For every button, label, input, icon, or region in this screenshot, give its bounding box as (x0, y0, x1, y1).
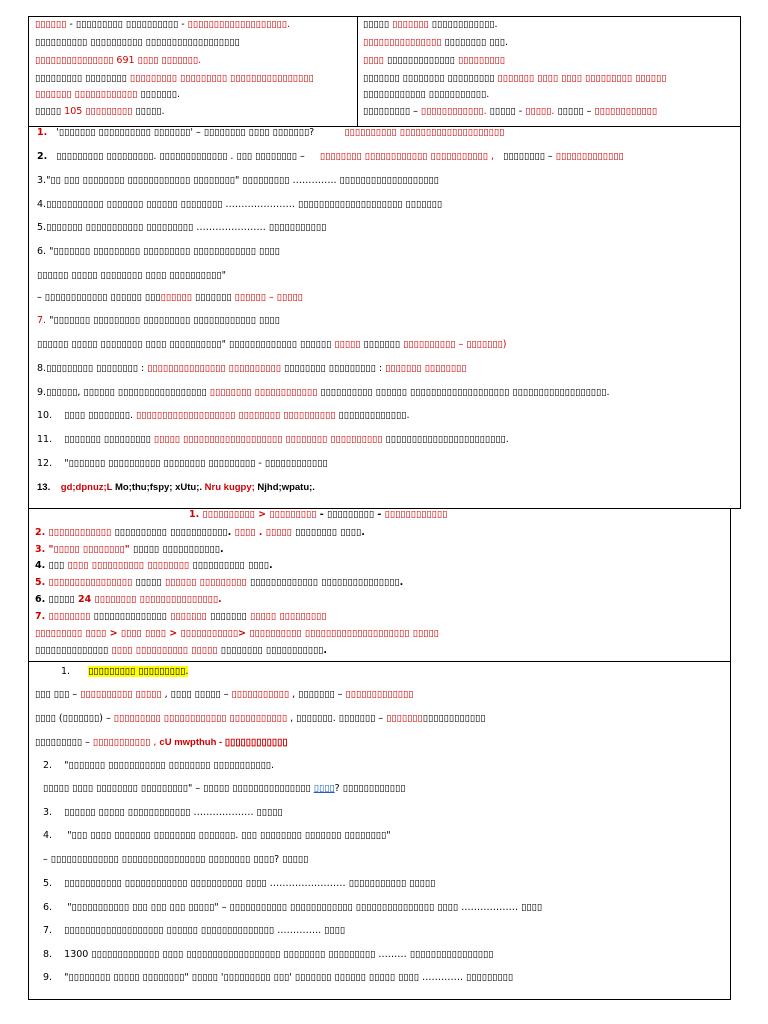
question-7-line-1: 7. "▯▯▯▯▯▯▯ ▯▯▯▯▯▯▯▯▯ ▯▯▯▯▯▯▯▯▯ ▯▯▯▯▯▯▯▯▯▯▯▯ ▯▯▯▯ (37, 315, 280, 326)
match-row-3: ▯▯▯▯▯▯▯▯▯ – ▯▯▯▯▯▯▯▯▯▯▯ , cU mwpthuh - ▯▯▯▯▯▯▯▯▯▯▯▯ (35, 737, 288, 748)
bottom-question-5: 5. ▯▯▯▯▯▯▯▯▯▯▯ ▯▯▯▯▯▯▯▯▯▯▯▯ ▯▯▯▯▯▯▯▯▯▯ ▯▯▯▯ …………………… ▯▯▯▯▯▯▯▯▯▯▯ ▯▯▯▯▯ (43, 878, 436, 889)
fact-4: 4. ▯▯▯ ▯▯▯▯ ▯▯▯▯▯▯▯▯▯▯ ▯▯▯▯▯▯▯▯ ▯▯▯▯▯▯▯▯▯▯ ▯▯▯▯. (35, 560, 273, 571)
question-1: 1. '▯▯▯▯▯▯▯ ▯▯▯▯▯▯▯▯▯▯ ▯▯▯▯▯▯▯' – ▯▯▯▯▯▯▯▯ ▯▯▯▯ ▯▯▯▯▯▯▯? ▯▯▯▯▯▯▯▯▯▯ ▯▯▯▯▯▯▯▯▯▯▯▯▯▯▯▯▯▯▯▯ (37, 127, 505, 138)
bottom-question-8: 8. 1300 ▯▯▯▯▯▯▯▯▯▯▯▯▯ ▯▯▯▯ ▯▯▯▯▯▯▯▯▯▯▯▯▯▯▯▯▯▯ ▯▯▯▯▯▯▯▯ ▯▯▯▯▯▯▯▯▯ ……… ▯▯▯▯▯▯▯▯▯▯▯▯▯▯▯▯ (43, 949, 494, 960)
question-13: 13. gd;dpnuz;L Mo;thu;fspy; xUtu;. Nru kugpy; Njhd;wpatu;. (37, 482, 315, 493)
question-12: 12. "▯▯▯▯▯▯▯ ▯▯▯▯▯▯▯▯▯▯ ▯▯▯▯▯▯▯▯ ▯▯▯▯▯▯▯▯▯ - ▯▯▯▯▯▯▯▯▯▯▯▯ (37, 458, 328, 469)
top-left-line-3: ▯▯▯▯▯▯▯▯▯▯▯▯▯▯▯ 691 ▯▯▯▯ ▯▯▯▯▯▯▯. (35, 55, 202, 66)
question-6-line-3: – ▯▯▯▯▯▯▯▯▯▯▯▯ ▯▯▯▯▯▯ ▯▯▯▯▯▯▯▯▯ ▯▯▯▯▯▯▯ ▯▯▯▯▯▯ – ▯▯▯▯▯ (37, 292, 303, 303)
top-section (28, 16, 741, 127)
bottom-question-2-link[interactable]: ▯▯▯▯ (313, 783, 335, 794)
question-7-line-2: ▯▯▯▯▯▯ ▯▯▯▯▯ ▯▯▯▯▯▯▯▯ ▯▯▯▯ ▯▯▯▯▯▯▯▯▯▯" ▯▯▯▯▯▯▯▯▯▯▯▯▯ ▯▯▯▯▯▯ ▯▯▯▯▯ ▯▯▯▯▯▯▯ ▯▯▯▯▯▯▯▯▯▯ – ▯▯▯▯▯▯▯) (37, 339, 507, 350)
top-right-line-5: ▯▯▯▯▯▯▯▯▯▯▯▯ ▯▯▯▯▯▯▯▯▯▯▯. (363, 89, 490, 100)
fact-7: 7. ▯▯▯▯▯▯▯▯ ▯▯▯▯▯▯▯▯▯▯▯▯▯▯ ▯▯▯▯▯▯▯ ▯▯▯▯▯▯▯ ▯▯▯▯▯ ▯▯▯▯▯▯▯▯▯ (35, 611, 327, 622)
question-5: 5.▯▯▯▯▯▯▯ ▯▯▯▯▯▯▯▯▯▯▯ ▯▯▯▯▯▯▯▯▯ …………………. ▯▯▯▯▯▯▯▯▯▯▯ (37, 222, 327, 233)
top-right-line-6: ▯▯▯▯▯▯▯▯▯ – ▯▯▯▯▯▯▯▯▯▯▯▯. ▯▯▯▯▯ - ▯▯▯▯▯. ▯▯▯▯▯ – ▯▯▯▯▯▯▯▯▯▯▯▯ (363, 106, 658, 117)
bottom-question-2-line-2: ▯▯▯▯▯ ▯▯▯▯ ▯▯▯▯▯▯▯▯ ▯▯▯▯▯▯▯▯▯" – ▯▯▯▯▯ ▯▯▯▯▯▯▯▯▯▯▯▯▯▯▯ ▯▯▯▯? ▯▯▯▯▯▯▯▯▯▯▯▯ (43, 783, 406, 794)
question-8: 8.▯▯▯▯▯▯▯▯▯ ▯▯▯▯▯▯▯▯ : ▯▯▯▯▯▯▯▯▯▯▯▯▯▯▯ ▯▯▯▯▯▯▯▯▯▯ ▯▯▯▯▯▯▯▯ ▯▯▯▯▯▯▯▯▯ : ▯▯▯▯▯▯▯ ▯▯▯▯▯▯▯▯ (37, 363, 467, 374)
bottom-question-3: 3. ▯▯▯▯▯▯ ▯▯▯▯▯ ▯▯▯▯▯▯▯▯▯▯▯▯ ………………. ▯▯▯▯▯ (43, 807, 283, 818)
bottom-question-2-line-1: 2. "▯▯▯▯▯▯▯ ▯▯▯▯▯▯▯▯▯▯▯ ▯▯▯▯▯▯▯▯ ▯▯▯▯▯▯▯▯▯▯▯. (43, 760, 275, 771)
top-left-line-6: ▯▯▯▯▯ 105 ▯▯▯▯▯▯▯▯▯ ▯▯▯▯▯. (35, 106, 165, 117)
question-6-line-2: ▯▯▯▯▯▯ ▯▯▯▯▯ ▯▯▯▯▯▯▯▯ ▯▯▯▯ ▯▯▯▯▯▯▯▯▯▯" (37, 270, 226, 281)
fact-2: 2. ▯▯▯▯▯▯▯▯▯▯▯▯ ▯▯▯▯▯▯▯▯▯▯ ▯▯▯▯▯▯▯▯▯▯▯. ▯▯▯▯ . ▯▯▯▯▯ ▯▯▯▯▯▯▯▯ ▯▯▯▯. (35, 527, 365, 538)
bottom-heading: 1. ▯▯▯▯▯▯▯▯▯ ▯▯▯▯▯▯▯▯▯. (61, 666, 189, 677)
top-right-line-4: ▯▯▯▯▯▯▯ ▯▯▯▯▯▯▯▯ ▯▯▯▯▯▯▯▯▯ ▯▯▯▯▯▯▯ ▯▯▯▯ ▯▯▯▯ ▯▯▯▯▯▯▯▯▯ ▯▯▯▯▯▯ (363, 73, 667, 84)
question-6-line-1: 6. "▯▯▯▯▯▯▯ ▯▯▯▯▯▯▯▯▯ ▯▯▯▯▯▯▯▯▯ ▯▯▯▯▯▯▯▯▯▯▯▯ ▯▯▯▯ (37, 246, 280, 257)
fact-7-continued: ▯▯▯▯▯▯▯▯▯▯▯▯▯▯ ▯▯▯▯ ▯▯▯▯▯▯▯▯▯▯ ▯▯▯▯▯ ▯▯▯▯▯▯▯▯ ▯▯▯▯▯▯▯▯▯▯▯. (35, 645, 328, 656)
question-9: 9.▯▯▯▯▯▯, ▯▯▯▯▯▯ ▯▯▯▯▯▯▯▯▯▯▯▯▯▯▯▯▯ ▯▯▯▯▯▯▯▯ ▯▯▯▯▯▯▯▯▯▯▯▯ ▯▯▯▯▯▯▯▯▯▯ ▯▯▯▯▯▯ ▯▯▯▯▯▯▯▯▯▯▯▯▯▯▯▯▯▯▯ ▯▯▯▯▯▯▯▯▯▯▯▯▯▯▯▯▯▯. (37, 387, 610, 398)
facts-section (28, 508, 731, 662)
match-row-1: ▯▯▯ ▯▯▯ – ▯▯▯▯▯▯▯▯▯▯ ▯▯▯▯▯ , ▯▯▯▯ ▯▯▯▯▯ – ▯▯▯▯▯▯▯▯▯▯▯ , ▯▯▯▯▯▯▯ – ▯▯▯▯▯▯▯▯▯▯▯▯▯ (35, 689, 414, 700)
fact-1: 1. ▯▯▯▯▯▯▯▯▯▯ > ▯▯▯▯▯▯▯▯▯ - ▯▯▯▯▯▯▯▯▯ - ▯▯▯▯▯▯▯▯▯▯▯▯ (189, 509, 448, 520)
fact-7-sequence: ▯▯▯▯▯▯▯▯▯ ▯▯▯▯ > ▯▯▯▯ ▯▯▯▯ > ▯▯▯▯▯▯▯▯▯▯▯> ▯▯▯▯▯▯▯▯▯▯ ▯▯▯▯▯▯▯▯▯▯▯▯▯▯▯▯▯▯▯▯ ▯▯▯▯▯ (35, 628, 439, 639)
top-left-line-4: ▯▯▯▯▯▯▯▯▯ ▯▯▯▯▯▯▯▯ ▯▯▯▯▯▯▯▯▯ ▯▯▯▯▯▯▯▯▯ ▯▯▯▯▯▯▯▯▯▯▯▯▯▯▯▯ (35, 73, 314, 84)
top-left-line-2: ▯▯▯▯▯▯▯▯▯▯ ▯▯▯▯▯▯▯▯▯▯ ▯▯▯▯▯▯▯▯▯▯▯▯▯▯▯▯▯▯ (35, 37, 240, 48)
fact-5: 5. ▯▯▯▯▯▯▯▯▯▯▯▯▯▯▯▯ ▯▯▯▯▯ ▯▯▯▯▯▯ ▯▯▯▯▯▯▯▯▯ ▯▯▯▯▯▯▯▯▯▯▯▯▯ ▯▯▯▯▯▯▯▯▯▯▯▯▯▯▯. (35, 577, 404, 588)
question-11: 11. ▯▯▯▯▯▯▯ ▯▯▯▯▯▯▯▯▯ ▯▯▯▯▯ ▯▯▯▯▯▯▯▯▯▯▯▯▯▯▯▯▯▯▯ ▯▯▯▯▯▯▯▯ ▯▯▯▯▯▯▯▯▯▯ ▯▯▯▯▯▯▯▯▯▯▯▯▯▯▯▯▯▯▯▯▯▯▯. (37, 434, 509, 445)
top-right-line-2: ▯▯▯▯▯▯▯▯▯▯▯▯▯▯▯ ▯▯▯▯▯▯▯▯ ▯▯▯. (363, 37, 508, 48)
question-section-1 (28, 126, 741, 509)
top-right-line-1: ▯▯▯▯▯ ▯▯▯▯▯▯▯ ▯▯▯▯▯▯▯▯▯▯▯▯. (363, 19, 498, 30)
top-left-line-5: ▯▯▯▯▯▯▯ ▯▯▯▯▯▯▯▯▯▯▯▯ ▯▯▯▯▯▯▯. (35, 89, 180, 100)
match-row-2: ▯▯▯▯ (▯▯▯▯▯▯▯) – ▯▯▯▯▯▯▯▯▯ ▯▯▯▯▯▯▯▯▯▯▯▯ ▯▯▯▯▯▯▯▯▯▯▯ , ▯▯▯▯▯▯▯. ▯▯▯▯▯▯▯ – ▯▯▯▯▯▯▯▯▯▯▯▯▯▯▯▯▯▯▯ (35, 713, 486, 724)
question-4: 4.▯▯▯▯▯▯▯▯▯▯▯ ▯▯▯▯▯▯▯ ▯▯▯▯▯▯ ▯▯▯▯▯▯▯▯ …………………. ▯▯▯▯▯▯▯▯▯▯▯▯▯▯▯▯▯▯▯▯ ▯▯▯▯▯▯▯ (37, 199, 443, 210)
fact-6: 6. ▯▯▯▯▯ 24 ▯▯▯▯▯▯▯▯ ▯▯▯▯▯▯▯▯▯▯▯▯▯▯▯. (35, 594, 222, 605)
question-2: 2. ▯▯▯▯▯▯▯▯▯ ▯▯▯▯▯▯▯▯▯. ▯▯▯▯▯▯▯▯▯▯▯▯▯ . ▯▯▯ ▯▯▯▯▯▯▯▯ – ▯▯▯▯▯▯▯▯ ▯▯▯▯▯▯▯▯▯▯▯▯ ▯▯▯▯▯▯▯▯▯▯▯ , ▯▯▯▯▯▯▯▯ – ▯▯▯▯▯▯▯▯▯▯▯▯▯ (37, 151, 624, 162)
bottom-question-9: 9. "▯▯▯▯▯▯▯▯ ▯▯▯▯▯ ▯▯▯▯▯▯▯▯" ▯▯▯▯▯ '▯▯▯▯▯▯▯▯▯ ▯▯▯' ▯▯▯▯▯▯▯ ▯▯▯▯▯▯ ▯▯▯▯▯ ▯▯▯▯ …………. ▯▯▯▯▯▯▯▯▯ (43, 972, 514, 983)
top-left-line-1: ▯▯▯▯▯▯ - ▯▯▯▯▯▯▯▯▯ ▯▯▯▯▯▯▯▯▯▯ - ▯▯▯▯▯▯▯▯▯▯▯▯▯▯▯▯▯▯▯. (35, 19, 291, 30)
bottom-question-4-line-2: – ▯▯▯▯▯▯▯▯▯▯▯▯▯ ▯▯▯▯▯▯▯▯▯▯▯▯▯▯▯▯ ▯▯▯▯▯▯▯▯ ▯▯▯▯? ▯▯▯▯▯ (43, 854, 309, 865)
bottom-question-4-line-1: 4. "▯▯▯ ▯▯▯▯ ▯▯▯▯▯▯▯ ▯▯▯▯▯▯▯▯ ▯▯▯▯▯▯▯. ▯▯▯ ▯▯▯▯▯▯▯▯ ▯▯▯▯▯▯▯ ▯▯▯▯▯▯▯▯" (43, 830, 391, 841)
fact-3: 3. "▯▯▯▯▯ ▯▯▯▯▯▯▯▯" ▯▯▯▯▯ ▯▯▯▯▯▯▯▯▯▯▯. (35, 544, 224, 555)
question-3: 3."▯▯ ▯▯▯ ▯▯▯▯▯▯▯▯ ▯▯▯▯▯▯▯▯▯▯▯▯ ▯▯▯▯▯▯▯▯" ▯▯▯▯▯▯▯▯▯ ………….. ▯▯▯▯▯▯▯▯▯▯▯▯▯▯▯▯▯▯▯ (37, 175, 439, 186)
column-divider (357, 17, 358, 127)
bottom-question-7: 7. ▯▯▯▯▯▯▯▯▯▯▯▯▯▯▯▯▯▯▯ ▯▯▯▯▯▯ ▯▯▯▯▯▯▯▯▯▯▯▯▯▯ ………….. ▯▯▯▯ (43, 925, 346, 936)
top-right-line-3: ▯▯▯▯ ▯▯▯▯▯▯▯▯▯▯▯▯▯ ▯▯▯▯▯▯▯▯▯ (363, 55, 505, 66)
question-10: 10. ▯▯▯▯ ▯▯▯▯▯▯▯▯. ▯▯▯▯▯▯▯▯▯▯▯▯▯▯▯▯▯▯▯ ▯▯▯▯▯▯▯▯ ▯▯▯▯▯▯▯▯▯▯ ▯▯▯▯▯▯▯▯▯▯▯▯▯. (37, 410, 410, 421)
bottom-question-6: 6. "▯▯▯▯▯▯▯▯▯▯▯ ▯▯▯ ▯▯▯ ▯▯▯ ▯▯▯▯▯" – ▯▯▯▯▯▯▯▯▯▯▯ ▯▯▯▯▯▯▯▯▯▯▯▯ ▯▯▯▯▯▯▯▯▯▯▯▯▯▯▯ ▯▯▯▯ ……………… ▯▯▯▯ (43, 902, 543, 913)
question-section-2 (28, 661, 731, 1000)
